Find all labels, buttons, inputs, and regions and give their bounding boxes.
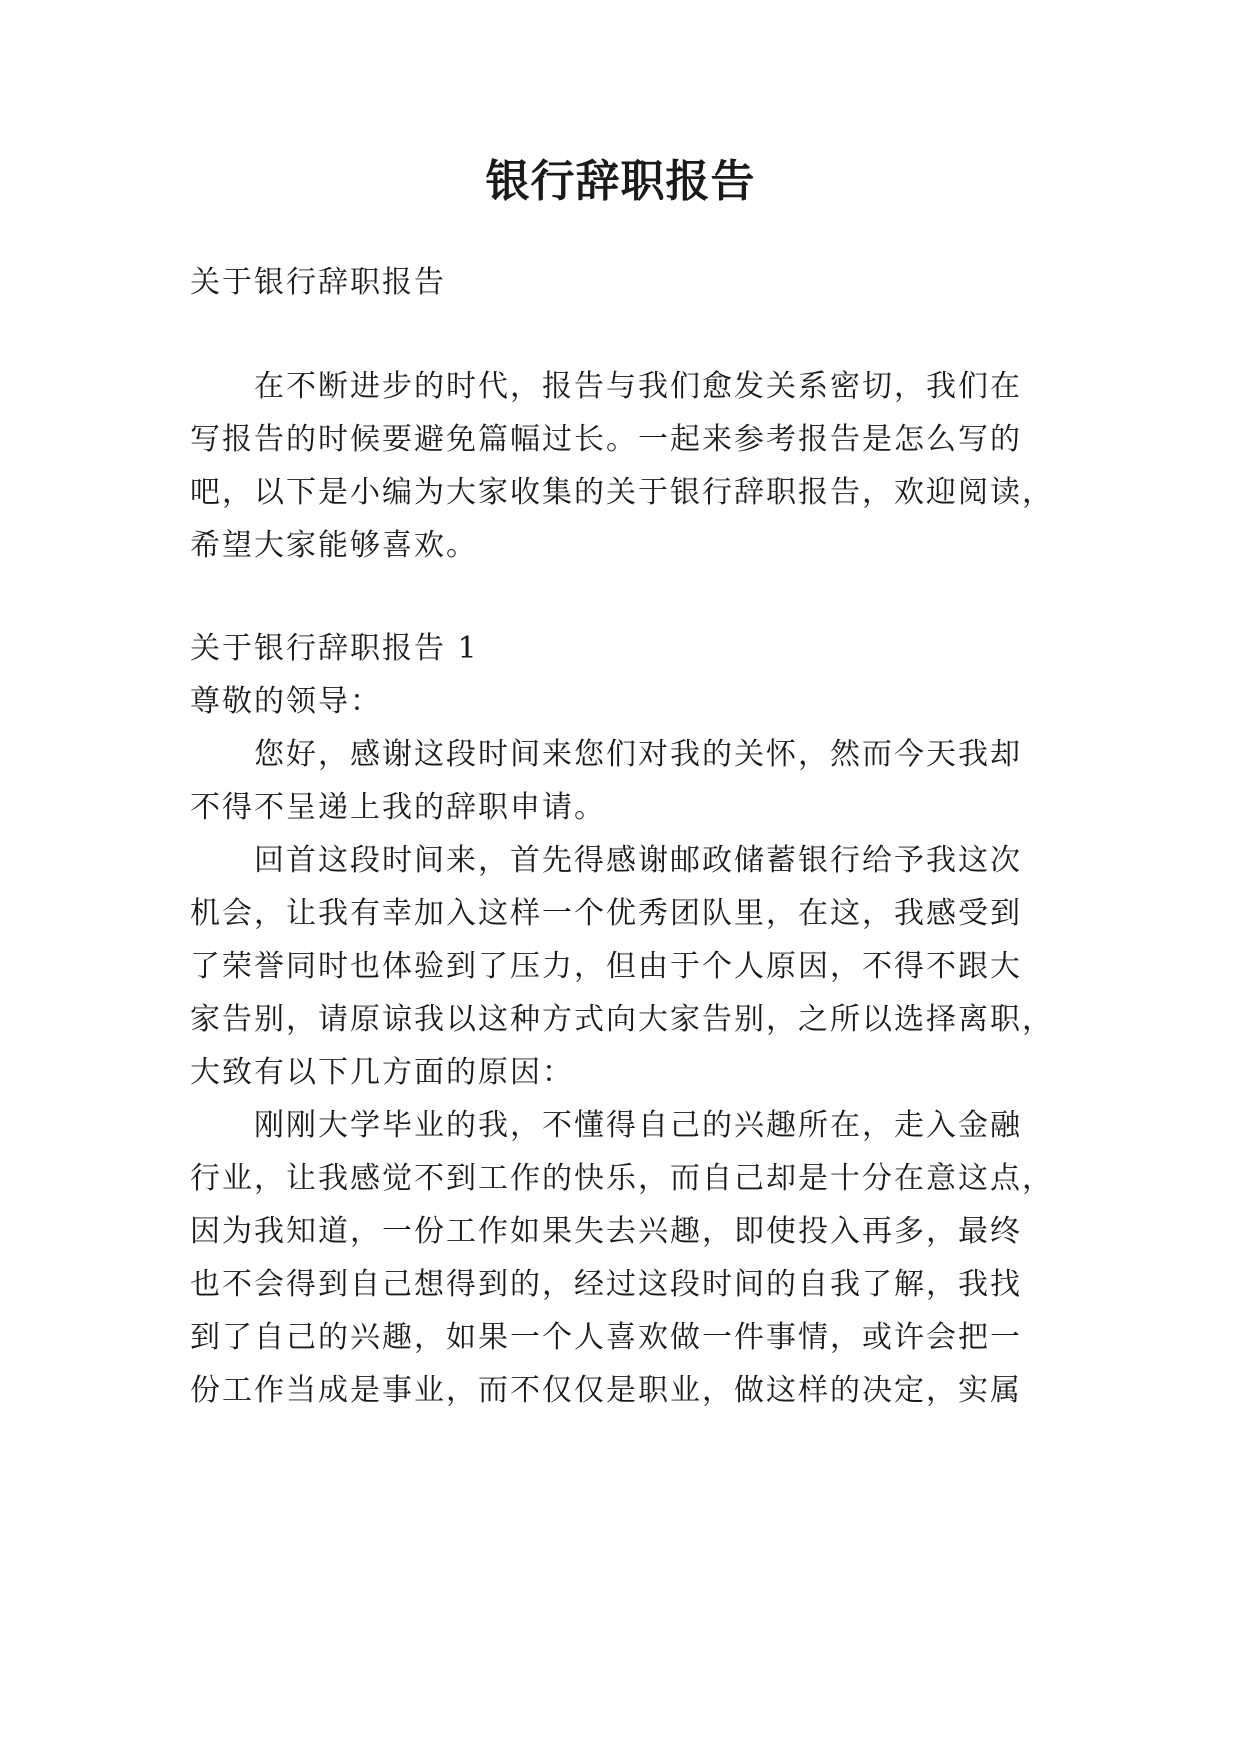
document-title: 银行辞职报告	[485, 156, 756, 207]
paragraph-line: 份工作当成是事业，而不仅仅是职业，做这样的决定，实属	[190, 1373, 1022, 1408]
paragraph-line: 也不会得到自己想得到的，经过这段时间的自我了解，我找	[190, 1267, 1022, 1302]
paragraph-line: 回首这段时间来，首先得感谢邮政储蓄银行给予我这次	[254, 843, 1022, 878]
salutation: 尊敬的领导：	[190, 684, 382, 719]
paragraph-line: 家告别，请原谅我以这种方式向大家告别，之所以选择离职，	[190, 1002, 1054, 1037]
paragraph-line: 行业，让我感觉不到工作的快乐，而自己却是十分在意这点，	[190, 1161, 1054, 1196]
intro-line: 在不断进步的时代，报告与我们愈发关系密切，我们在	[254, 369, 1022, 404]
paragraph-line: 大致有以下几方面的原因：	[190, 1055, 574, 1090]
paragraph-line: 不得不呈递上我的辞职申请。	[190, 790, 606, 825]
paragraph-line: 因为我知道，一份工作如果失去兴趣，即使投入再多，最终	[190, 1214, 1022, 1249]
paragraph-line: 机会，让我有幸加入这样一个优秀团队里，在这，我感受到	[190, 896, 1022, 931]
intro-line: 吧，以下是小编为大家收集的关于银行辞职报告，欢迎阅读，	[190, 475, 1054, 510]
intro-line: 写报告的时候要避免篇幅过长。一起来参考报告是怎么写的	[190, 422, 1022, 457]
section-heading: 关于银行辞职报告 1	[190, 631, 479, 666]
paragraph-line: 刚刚大学毕业的我，不懂得自己的兴趣所在，走入金融	[254, 1108, 1022, 1143]
paragraph-line: 了荣誉同时也体验到了压力，但由于个人原因，不得不跟大	[190, 949, 1022, 984]
intro-line: 希望大家能够喜欢。	[190, 528, 478, 563]
paragraph-line: 到了自己的兴趣，如果一个人喜欢做一件事情，或许会把一	[190, 1320, 1022, 1355]
document-subtitle: 关于银行辞职报告	[190, 265, 446, 300]
paragraph-line: 您好，感谢这段时间来您们对我的关怀，然而今天我却	[254, 737, 1022, 772]
